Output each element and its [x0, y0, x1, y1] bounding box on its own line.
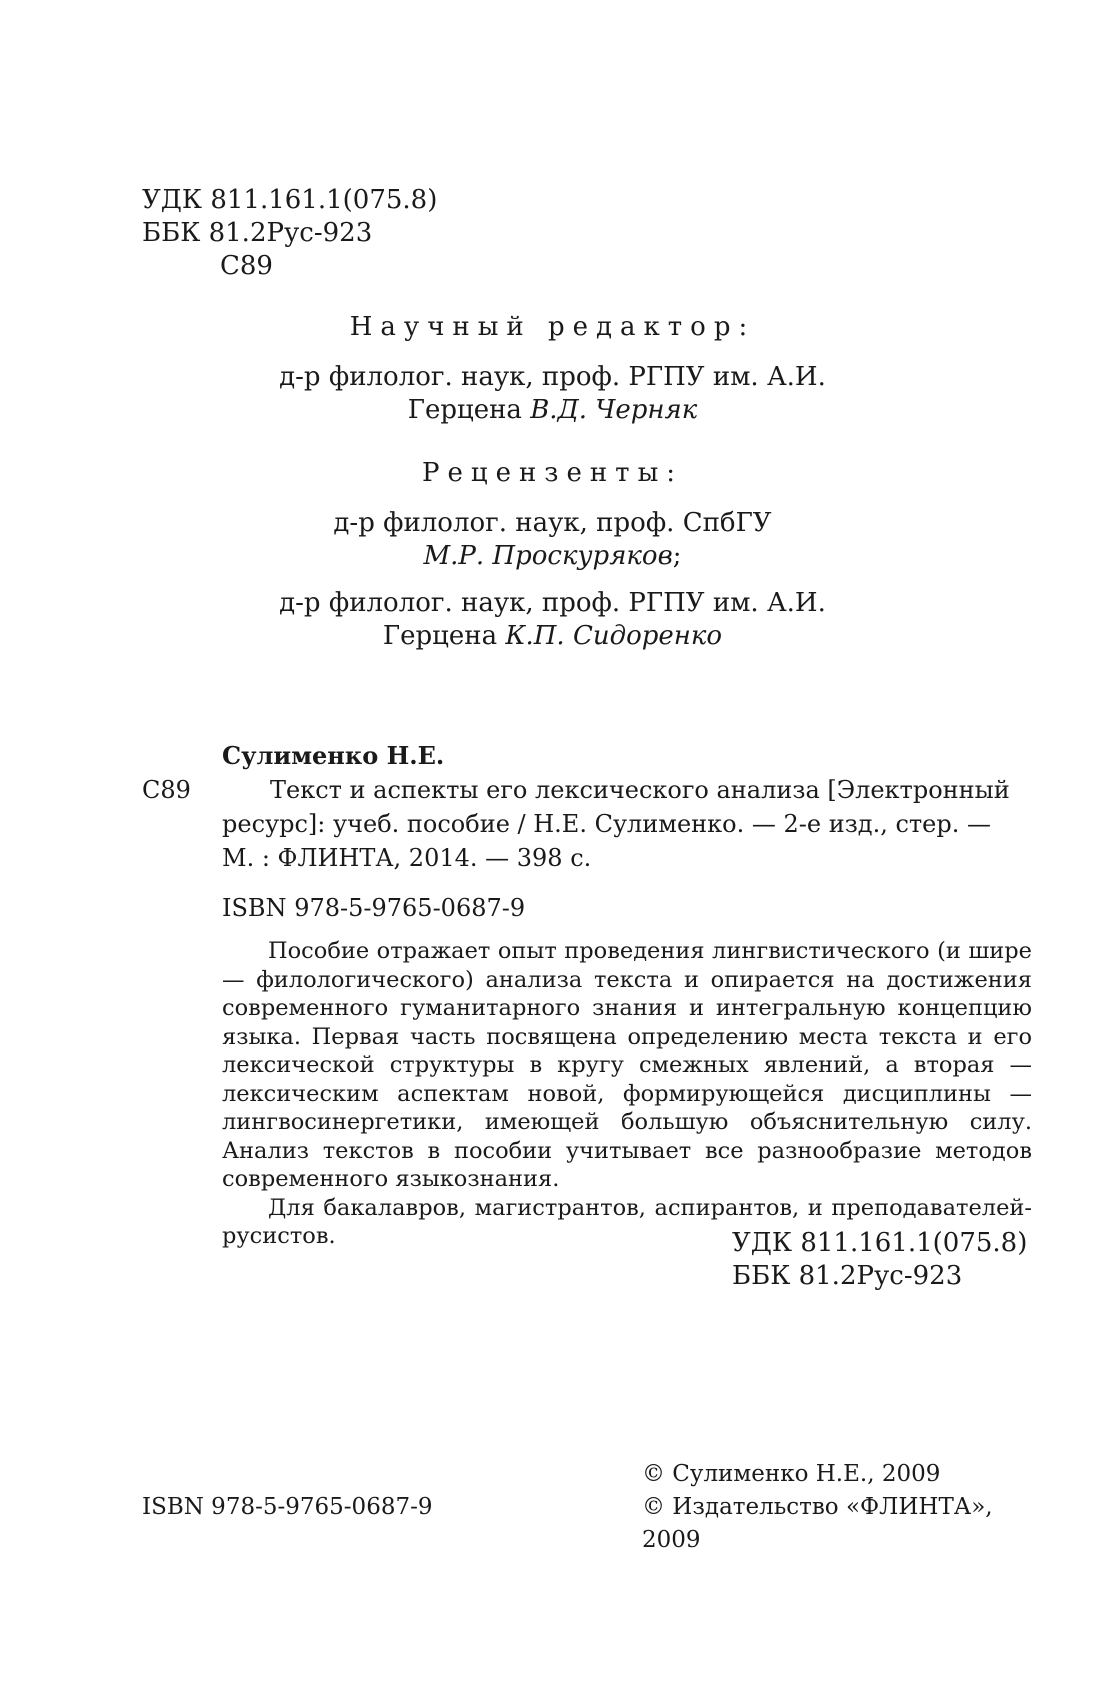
reviewer2-name: К.П. Сидоренко: [505, 621, 723, 651]
reviewer2-line1: д-р филолог. наук, проф. РГПУ им. А.И.: [279, 588, 826, 618]
record-line2: ресурс]: учеб. пособие / Н.Е. Сулименко. — 2-е изд., стер. —: [222, 810, 992, 838]
footer-bbk: ББК 81.2Рус-923: [732, 1261, 963, 1291]
annotation-paragraph: Пособие отражает опыт проведения лингвистического (и шире — филологического) анализа текста и опирается на достижения современного гуманитарного знания и интегральную концепцию языка. Первая часть посвящена определению места текста и его лексической структуры в кругу смежных явлений, а вторая — лексическим аспектам новой, формирующейся дисциплины — лингвосинергетики, имеющей большую объяснительную силу. Анализ текстов в пособии учитывает все разнообразие методов современного языкознания.: [222, 938, 1032, 1192]
reviewer2-prefix: Герцена: [382, 621, 498, 651]
record-isbn: ISBN 978-5-9765-0687-9: [222, 894, 526, 922]
copyright-author: © Сулименко Н.Е., 2009: [642, 1461, 941, 1487]
reviewer1-line2: [0, 541, 1105, 571]
record-line1: Текст и аспекты его лексического анализа [Электронный: [270, 776, 1010, 804]
record-line3: М. : ФЛИНТА, 2014. — 398 с.: [222, 844, 592, 872]
record-code: С89: [142, 776, 191, 804]
editor-line1: д-р филолог. наук, проф. РГПУ им. А.И.: [279, 362, 826, 392]
editor-prefix: Герцена: [407, 395, 522, 425]
editor-name: В.Д. Черняк: [530, 395, 698, 425]
udk-code: УДК 811.161.1(075.8): [142, 185, 438, 215]
editor-line2: [0, 395, 1105, 425]
annotation-audience: Для бакалавров, магистрантов, аспирантов, и преподавателей-русистов.: [222, 1194, 1032, 1249]
footer-udk: УДК 811.161.1(075.8): [732, 1228, 1028, 1258]
editor-heading: Научный редактор:: [349, 312, 756, 342]
bbk-code: ББК 81.2Рус-923: [142, 218, 373, 248]
copyright-year: 2009: [642, 1527, 701, 1553]
bottom-isbn: ISBN 978-5-9765-0687-9: [142, 1494, 433, 1520]
reviewer1-name: М.Р. Проскуряков: [423, 541, 673, 571]
reviewer1-suffix: ;: [672, 541, 682, 571]
reviewer1-line1: д-р филолог. наук, проф. СпбГУ: [333, 508, 772, 538]
reviewer2-line2: [0, 621, 1105, 651]
reviewers-heading: Рецензенты:: [421, 458, 684, 488]
copyright-publisher: © Издательство «ФЛИНТА»,: [642, 1494, 993, 1520]
record-author: Сулименко Н.Е.: [222, 741, 445, 770]
author-mark: С89: [220, 251, 273, 281]
annotation: [222, 937, 1032, 1251]
